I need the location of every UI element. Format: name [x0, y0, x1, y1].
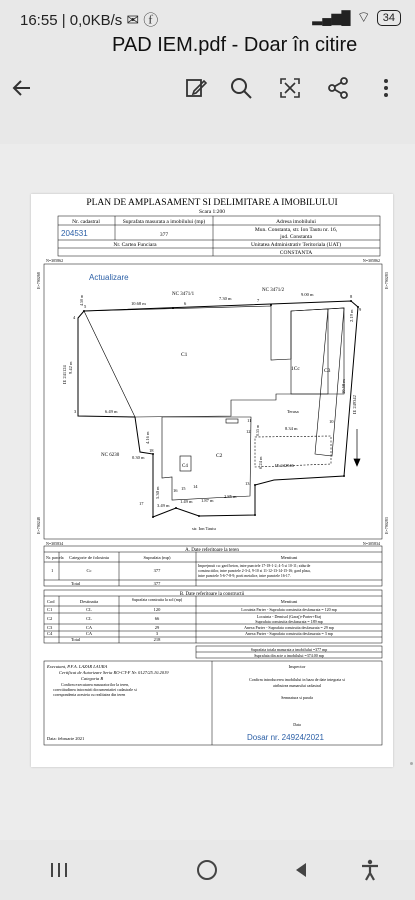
svg-text:Locuinta - Demisol (Garaj)+Par: Locuinta - Demisol (Garaj)+Parter+Etaj: [256, 614, 322, 619]
nr-cadastral-value: 204531: [61, 229, 88, 238]
building-1cc: [291, 309, 328, 394]
svg-text:corespondenta acesteia cu real: corespondenta acesteia cu realitatea din teren: [53, 692, 126, 697]
label-c4: C4: [182, 464, 188, 469]
point-markers: [83, 300, 359, 518]
share-icon[interactable]: [318, 68, 358, 108]
coord-e-tr: E=790283: [384, 272, 389, 289]
dist-18: 4.50 m: [79, 294, 84, 306]
constr-row-c4: [47, 631, 333, 636]
svg-text:Categoria B: Categoria B: [81, 676, 104, 681]
document-date: Data: februarie 2021: [47, 736, 85, 741]
dist-4: 9.42 m: [68, 361, 73, 374]
coord-n-br: N=305834: [362, 541, 380, 546]
constr-total-label: Total: [71, 637, 81, 642]
coord-e-br: E=790283: [384, 517, 389, 534]
pt-16: 16: [173, 488, 178, 493]
svg-text:C1: C1: [47, 607, 53, 612]
teren-col-cat: Categorie de folosinta: [69, 555, 109, 560]
svg-text:3: 3: [155, 631, 159, 636]
building-c3: [315, 308, 344, 456]
battery-icon: 34: [377, 10, 401, 26]
accessibility-icon[interactable]: [350, 852, 390, 888]
constr-row-c1: [47, 607, 337, 612]
coord-n-tr: N=305862: [362, 258, 380, 263]
mail-icon: ✉: [126, 12, 140, 29]
pt-15: 15: [181, 486, 186, 491]
home-icon[interactable]: [187, 852, 227, 888]
coord-e-tl: E=790268: [36, 272, 41, 289]
dist-16: 2.85 m: [224, 494, 237, 499]
svg-text:29: 29: [154, 625, 160, 630]
building-c1: [84, 306, 344, 417]
dist-6: 2.19 m: [349, 309, 354, 322]
svg-text:C3: C3: [47, 625, 53, 630]
back-arrow-icon[interactable]: [2, 68, 42, 108]
dist-2: 7.30 m: [219, 296, 232, 301]
ie-249342: IE 249342: [352, 395, 357, 414]
facebook-icon: ⓕ: [143, 12, 159, 29]
pt-9: 9: [359, 307, 362, 312]
pt-3: 3: [74, 409, 77, 414]
label-c2: C2: [216, 453, 223, 459]
recent-apps-icon[interactable]: [39, 852, 79, 888]
data-label: Data: [293, 722, 301, 727]
adresa-label: Adresa imobilului: [276, 219, 316, 225]
suprafata-totala: Suprafata totala masurata a imobilului =377 mp: [250, 647, 328, 652]
svg-text:Confirm executarea masuratoril: Confirm executarea masuratorilor la teren,: [61, 682, 130, 687]
semnatura-label: Semnatura si parafa: [281, 695, 313, 700]
stairs: [226, 419, 238, 423]
nr-cadastral-label: Nr. cadastral: [72, 219, 100, 225]
plan-title: PLAN DE AMPLASAMENT SI DELIMITARE A IMOBILULUI: [86, 198, 338, 208]
pt-5: 5: [84, 304, 87, 309]
suprafata-acte: Suprafata din acte a imobilului =374.00 mp: [254, 653, 324, 658]
teren-ment1: Imprejmuit cu: gard beton, intre punctele 17-18-1-2; 4-5 si 10-11; zidurile: [198, 564, 311, 568]
coord-n-tl: N=305862: [46, 258, 64, 263]
inspector-label: Inspector: [288, 664, 306, 669]
pt-18: 18: [149, 448, 154, 453]
svg-text:Suprafata construita desfasura: Suprafata construita desfasurata = 189 mp: [255, 619, 323, 624]
edit-icon[interactable]: [176, 68, 216, 108]
pt-6: 6: [184, 301, 187, 306]
label-c3: C3: [324, 368, 331, 374]
svg-text:corectitudinea intocmirii docu: corectitudinea intocmirii documentatiei cadastrale si: [53, 687, 137, 692]
adresa-line1: Mun. Constanta, str. Ion Tautu nr. 16,: [254, 227, 338, 233]
status-icons: [312, 8, 401, 27]
teren-row-cat: Cc: [86, 568, 92, 573]
pt-11: 11: [247, 418, 252, 423]
pt-10: 10: [329, 419, 334, 424]
navigation-bar: [0, 840, 415, 900]
dist-1: 10.68 m: [131, 301, 146, 306]
constr-col-cod: Cod: [47, 599, 55, 604]
nc-6230: NC 6230: [101, 453, 120, 458]
dist-14: 1.49 m: [180, 499, 193, 504]
signal-icon: ▂▄▆█: [312, 9, 351, 25]
dist-10: 0.30 m: [132, 455, 145, 460]
coord-n-bl: N=305834: [46, 541, 64, 546]
svg-text:Certificat de Autorizare Seria: Certificat de Autorizare Seria RO-CT-F Nr. 0127/25.10.2019: [59, 670, 169, 675]
teren-ment2: constructiilor, intre punctele 2-3-4, 9-10 si 11-12-13-14-15-16; gard plasa,: [198, 569, 311, 573]
dist-9: 4.16 m: [145, 431, 150, 444]
back-icon[interactable]: [281, 852, 321, 888]
document-title: PAD IEM.pdf - Doar în citire: [112, 34, 358, 56]
fit-screen-icon[interactable]: [270, 68, 310, 108]
svg-text:C2: C2: [47, 616, 53, 621]
scroll-indicator[interactable]: [410, 762, 413, 765]
dist-13: 3.49 m: [157, 503, 170, 508]
executant-block: [46, 664, 169, 681]
teren-ment3: intre punctele 5-6-7-8-9; porti metalice, intre punctele 16-17.: [198, 574, 291, 578]
pt-13: 13: [245, 481, 250, 486]
teren-title: A. Date referitoare la teren: [185, 548, 239, 553]
constr-col-dest: Destinatia: [79, 599, 99, 604]
svg-text:Anexa Parter - Suprafata const: Anexa Parter - Suprafata construita desfasurata = 29 mp: [244, 625, 334, 630]
svg-text:Anexa Parter - Suprafata const: Anexa Parter - Suprafata construita desfasurata = 3 mp: [245, 631, 333, 636]
teren-row-nr: 1: [51, 568, 54, 573]
uat-label: Unitatea Administrativ Teritoriala (UAT): [250, 242, 342, 248]
adresa-line2: jud. Constanta: [280, 234, 312, 240]
dist-7: 10.50 m: [341, 379, 346, 394]
street-label: str. Ion Tautu: [192, 526, 216, 531]
nc-3471-2: NC 3471/2: [262, 288, 285, 293]
inspector-line2: atribuirea numarului cadastral: [273, 683, 321, 688]
teren-total: 377: [153, 581, 161, 586]
svg-text:Executant, P.F.A. LAZAR LAURA: Executant, P.F.A. LAZAR LAURA: [47, 664, 108, 669]
north-arrow-icon: [354, 429, 360, 466]
app-bar: [0, 34, 415, 144]
plan-scale: Scara 1:200: [198, 209, 226, 215]
status-bar: [0, 0, 415, 34]
dist-8: 8.34 m: [285, 426, 298, 431]
pt-8: 8: [350, 294, 353, 299]
more-options-icon[interactable]: [366, 68, 406, 108]
teren-col-sup: Suprafata (mp): [143, 555, 171, 560]
pt-14: 14: [193, 484, 198, 489]
label-1cc: 1Cc: [291, 366, 300, 372]
dist-3: 9.00 m: [301, 292, 314, 297]
dosar-number: Dosar nr. 24924/2021: [247, 733, 324, 742]
terasa-label: Terasa: [287, 409, 299, 414]
svg-text:66: 66: [154, 616, 160, 621]
pt-4: 4: [73, 315, 76, 320]
document-viewer[interactable]: [0, 144, 415, 820]
dist-12: 6.24 m: [258, 456, 263, 469]
teren-row-sup: 377: [153, 568, 161, 573]
dist-5: 6.49 m: [105, 409, 118, 414]
constr-col-ment: Mentiuni: [280, 599, 298, 604]
teren-col-nr: Nr. parcela: [46, 555, 64, 560]
dist-15: 1.87 m: [201, 498, 214, 503]
constr-row-c3: [47, 625, 334, 630]
ie-242546: IE 242546: [275, 463, 294, 468]
actualizare-label: Actualizare: [89, 273, 129, 282]
nc-3471-1: NC 3471/1: [172, 292, 195, 297]
ie-241124: IE 241124: [62, 365, 67, 384]
dist-17: 0.55 m: [255, 424, 260, 436]
svg-text:C4: C4: [47, 631, 53, 636]
dist-11: 5.30 m: [155, 486, 160, 499]
label-c1: C1: [181, 352, 188, 358]
search-icon[interactable]: [221, 68, 261, 108]
constr-col-sup: Suprafata construita la sol (mp): [131, 597, 183, 602]
plan-document: [31, 194, 393, 767]
teren-col-ment: Mentiuni: [280, 555, 298, 560]
svg-text:CA: CA: [85, 631, 93, 636]
svg-text:Locuinta Parter - Suprafata co: Locuinta Parter - Suprafata construita desfasurata = 120 mp: [241, 607, 337, 612]
status-time: 16:55 | 0,0KB/s ✉ ⓕ: [20, 12, 159, 29]
svg-text:120: 120: [153, 607, 161, 612]
suprafata-label: Suprafata masurata a imobilului (mp): [122, 219, 206, 225]
wifi-icon: ⌔: [356, 9, 371, 26]
pdf-page: [31, 194, 393, 767]
teren-total-label: Total: [71, 581, 81, 586]
pt-12: 12: [246, 429, 251, 434]
pt-7: 7: [257, 298, 260, 303]
coord-e-bl: E=790248: [36, 517, 41, 534]
constr-row-c2: [47, 614, 323, 624]
constructii-title: B. Date referitoare la constructii: [179, 592, 245, 597]
inspector-line1: Confirm introducerea imobilului in baza de date integrata si: [249, 677, 345, 682]
uat-value: CONSTANTA: [279, 250, 313, 256]
pt-17: 17: [139, 501, 144, 506]
svg-text:CA: CA: [85, 625, 93, 630]
svg-text:CL: CL: [86, 607, 92, 612]
executant-confirm: [53, 682, 138, 697]
parcel-boundary: [78, 301, 358, 517]
constr-total: 218: [153, 637, 161, 642]
svg-text:CL: CL: [86, 616, 92, 621]
carte-funciara-label: Nr. Cartea Funciara: [113, 242, 157, 248]
suprafata-value: 377: [159, 232, 169, 238]
